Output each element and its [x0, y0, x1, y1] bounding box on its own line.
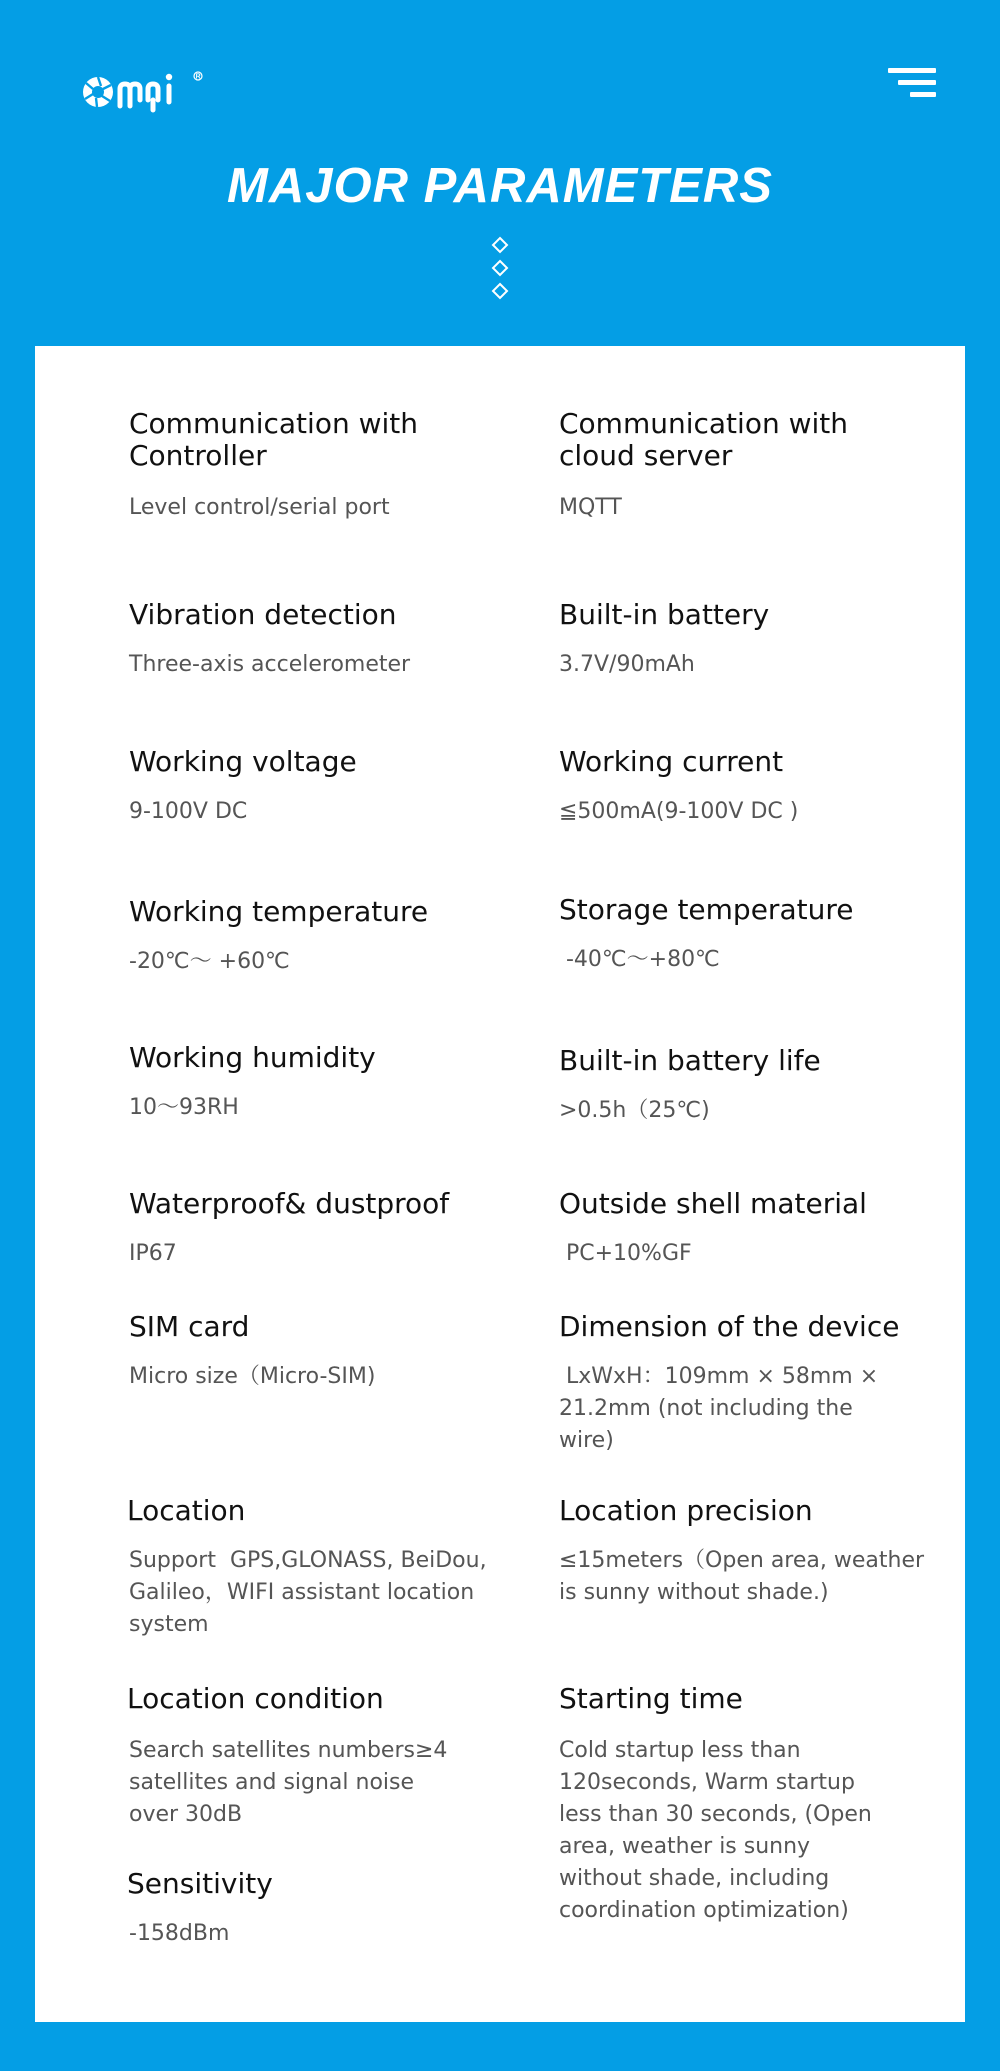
param-comm-cloud — [559, 408, 859, 524]
param-value: Cold startup less than 120seconds, Warm startup less than 30 seconds, (Open area, weather is sunny without shade, including coordination optimization) — [559, 1738, 872, 1923]
param-value: Support GPS,GLONASS, BeiDou, Galileo，WIFI assistant location system — [129, 1548, 494, 1637]
menu-icon[interactable] — [888, 68, 936, 102]
param-voltage — [129, 746, 509, 828]
omni-logo[interactable] — [80, 70, 204, 116]
param-value: IP67 — [129, 1241, 177, 1266]
param-value: Three-axis accelerometer — [129, 652, 411, 677]
param-label: Working temperature — [129, 895, 429, 928]
param-label: Location — [127, 1494, 246, 1527]
menu-bar-middle — [898, 80, 936, 85]
diamonds-icon — [488, 236, 512, 304]
param-condition — [127, 1683, 467, 1831]
param-value: ≦500mA(9-100V DC ) — [559, 799, 799, 824]
param-label: Working voltage — [129, 745, 357, 778]
menu-bar-bottom — [910, 92, 936, 97]
param-label: Working current — [559, 745, 784, 778]
param-waterproof — [129, 1188, 509, 1270]
param-label: Storage temperature — [559, 893, 854, 926]
param-label: Built-in battery life — [559, 1044, 821, 1077]
param-value: Search satellites numbers≥4 satellites and signal noise over 30dB — [129, 1738, 448, 1827]
param-value: PC+10%GF — [559, 1241, 692, 1266]
param-work-temp — [129, 896, 509, 978]
param-value: LxWxH：109mm × 58mm × 21.2mm (not including the wire) — [559, 1364, 886, 1453]
param-current — [559, 746, 939, 828]
param-label: Outside shell material — [559, 1187, 867, 1220]
param-storage-temp — [559, 894, 939, 976]
param-label: Sensitivity — [127, 1867, 273, 1900]
param-label: Communication with Controller — [129, 407, 418, 472]
param-comm-controller — [129, 408, 429, 524]
param-value: Micro size（Micro-SIM) — [129, 1364, 376, 1389]
param-value: 9-100V DC — [129, 799, 248, 824]
param-label: Communication with cloud server — [559, 407, 848, 472]
param-label: Starting time — [559, 1682, 743, 1715]
parameters-card — [35, 346, 965, 2022]
param-value: 10～93RH — [129, 1095, 239, 1120]
param-starting — [559, 1683, 889, 1927]
param-sim — [129, 1311, 509, 1393]
param-value: -40℃～+80℃ — [559, 947, 720, 972]
param-label: Vibration detection — [129, 598, 397, 631]
param-value: Level control/serial port — [129, 495, 390, 520]
param-label: Dimension of the device — [559, 1310, 900, 1343]
param-location — [127, 1494, 494, 1641]
param-humidity — [129, 1042, 509, 1124]
param-dimension — [559, 1310, 900, 1457]
param-value: >0.5h（25℃) — [559, 1098, 710, 1123]
param-label: Working humidity — [129, 1041, 376, 1074]
param-value: 3.7V/90mAh — [559, 652, 695, 677]
param-label: SIM card — [129, 1310, 250, 1343]
page-title: MAJOR PARAMETERS — [227, 159, 773, 213]
param-value: ≤15meters（Open area, weather is sunny without shade.) — [559, 1548, 925, 1605]
menu-bar-top — [888, 68, 936, 73]
param-label: Waterproof& dustproof — [129, 1187, 450, 1220]
param-value: MQTT — [559, 495, 622, 520]
param-vibration — [129, 599, 509, 681]
param-sensitivity — [127, 1868, 507, 1950]
param-precision — [559, 1495, 929, 1609]
param-label: Built-in battery — [559, 598, 770, 631]
param-battery-life — [559, 1045, 939, 1127]
param-value: -20℃～ +60℃ — [129, 949, 290, 974]
param-label: Location precision — [559, 1494, 813, 1527]
param-value: -158dBm — [129, 1921, 230, 1946]
param-shell — [559, 1188, 939, 1270]
param-battery — [559, 599, 939, 681]
param-label: Location condition — [127, 1682, 384, 1715]
